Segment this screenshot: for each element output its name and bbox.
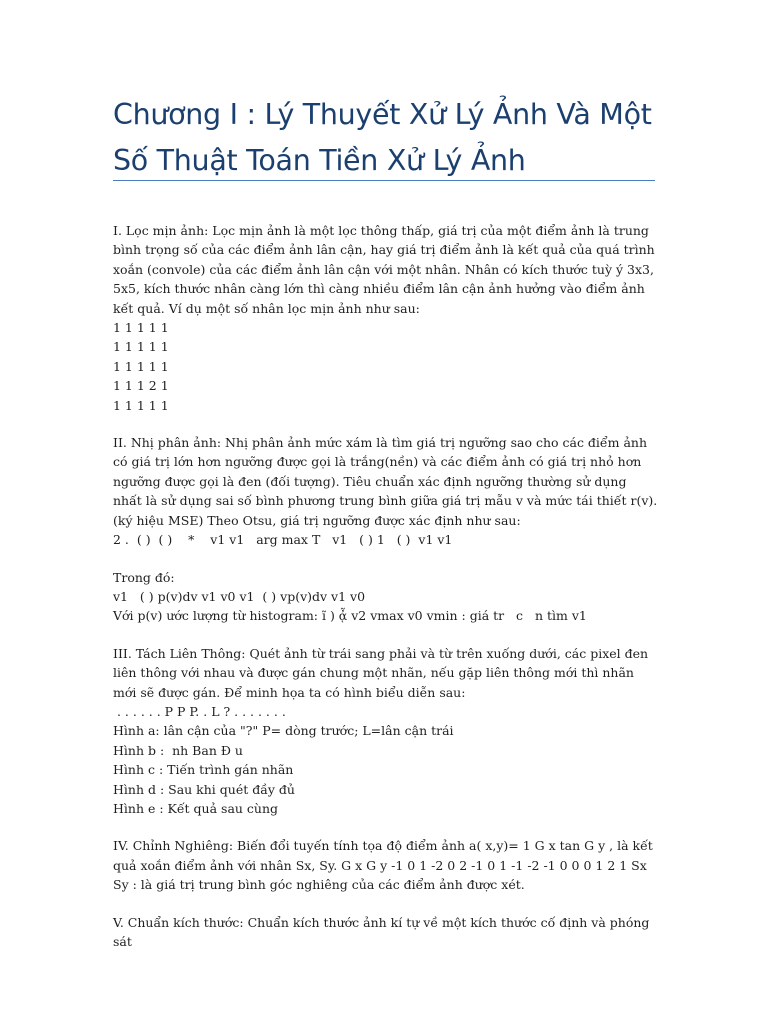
- chapter-title-line-2: Số Thuật Toán Tiền Xử Lý Ảnh: [113, 144, 526, 177]
- figure-line: Hình e : Kết quả sau cùng: [113, 800, 279, 816]
- figure-line: Hình c : Tiến trình gán nhãn: [113, 762, 294, 778]
- kernel-row: 1 1 1 1 1: [113, 339, 169, 355]
- chapter-title: [113, 92, 658, 184]
- figure-line: Hình d : Sau khi quét đầy đủ: [113, 781, 295, 797]
- document-body: [113, 221, 658, 969]
- section-connected-text: III. Tách Liên Thông: Quét ảnh từ trái sang phải và từ trên xuống dưới, các pixel đen liên thông với nhau và được gán chung một nhãn, nếu gặp liên thông mới thì nhãn mới sẽ được gán. Để minh họa ta có hình biểu diễn sau:: [113, 645, 649, 700]
- kernel-row: 1 1 1 1 1: [113, 320, 169, 336]
- section-where: [113, 568, 658, 626]
- section-deskew-text: IV. Chỉnh Nghiêng: Biến đổi tuyến tính tọa độ điểm ảnh a( x,y)= 1 G x tan G y , là kết quả xoắn điểm ảnh với nhân Sx, Sy. G x G y -1 0 1 -2 0 2 -1 0 1 -1 -2 -1 0 0 0 1 2 1 Sx Sy : là giá trị trung bình góc nghiêng của các điểm ảnh được xét.: [113, 838, 653, 893]
- kernel-row: 1 1 1 1 1: [113, 358, 169, 374]
- section-size-text: V. Chuẩn kích thước: Chuẩn kích thước ảnh kí tự về một kích thước cố định và phóng sát: [113, 914, 650, 949]
- otsu-formula: 2 . ( ) ( ) * v1 v1 arg max T v1 ( ) 1 ( ) v1 v1: [113, 532, 453, 548]
- kernel-row: 1 1 1 1 1: [113, 397, 169, 413]
- where-formula-line: v1 ( ) p(v)dv v1 v0 v1 ( ) vp(v)dv v1 v0: [113, 588, 366, 604]
- section-deskew: [113, 836, 658, 894]
- section-connected-components: [113, 644, 658, 819]
- figure-line: Hình b : nh Ban Đ u: [113, 742, 243, 758]
- where-histogram-line: Với p(v) ước lượng từ histogram: ĩ ) ᾆ v2 vmax v0 vmin : giá tr c n tìm v1: [113, 608, 587, 624]
- where-label: Trong đó:: [113, 569, 175, 585]
- section-binarization: [113, 433, 658, 549]
- chapter-title-line-1: Chương I : Lý Thuyết Xử Lý Ảnh Và Một: [113, 98, 652, 131]
- section-smoothing-text: I. Lọc mịn ảnh: Lọc mịn ảnh là một lọc thông thấp, giá trị của một điểm ảnh là trung bình trọng số của các điểm ảnh lân cận, hay giá trị điểm ảnh là kết quả của quá trình xoắn (convole) của các điểm ảnh lân cận với một nhân. Nhân có kích thước tuỳ ý 3x3, 5x5, kích thước nhân càng lớn thì càng nhiều điểm lân cận ảnh hưởng vào điểm ảnh kết quả. Ví dụ một số nhân lọc mịn ảnh như sau:: [113, 223, 655, 316]
- figure-line: . . . . . . P P P. . L ? . . . . . . .: [113, 703, 286, 719]
- kernel-row: 1 1 1 2 1: [113, 378, 169, 394]
- title-underline: [113, 180, 655, 181]
- section-size-normalization: [113, 913, 658, 952]
- section-smoothing: [113, 221, 658, 415]
- figure-line: Hình a: lân cận của "?" P= dòng trước; L=lân cận trái: [113, 723, 454, 739]
- section-binarization-text: II. Nhị phân ảnh: Nhị phân ảnh mức xám là tìm giá trị ngưỡng sao cho các điểm ảnh có giá trị lớn hơn ngưỡng được gọi là trắng(nền) và các điểm ảnh có giá trị nhỏ hơn ngưỡng được gọi là đen (đối tượng). Tiêu chuẩn xác định ngưỡng thường sử dụng nhất là sử dụng sai số bình phương trung bình giữa giá trị mẫu v và mức tái thiết r(v). (ký hiệu MSE) Theo Otsu, giá trị ngưỡng được xác định như sau:: [113, 435, 658, 528]
